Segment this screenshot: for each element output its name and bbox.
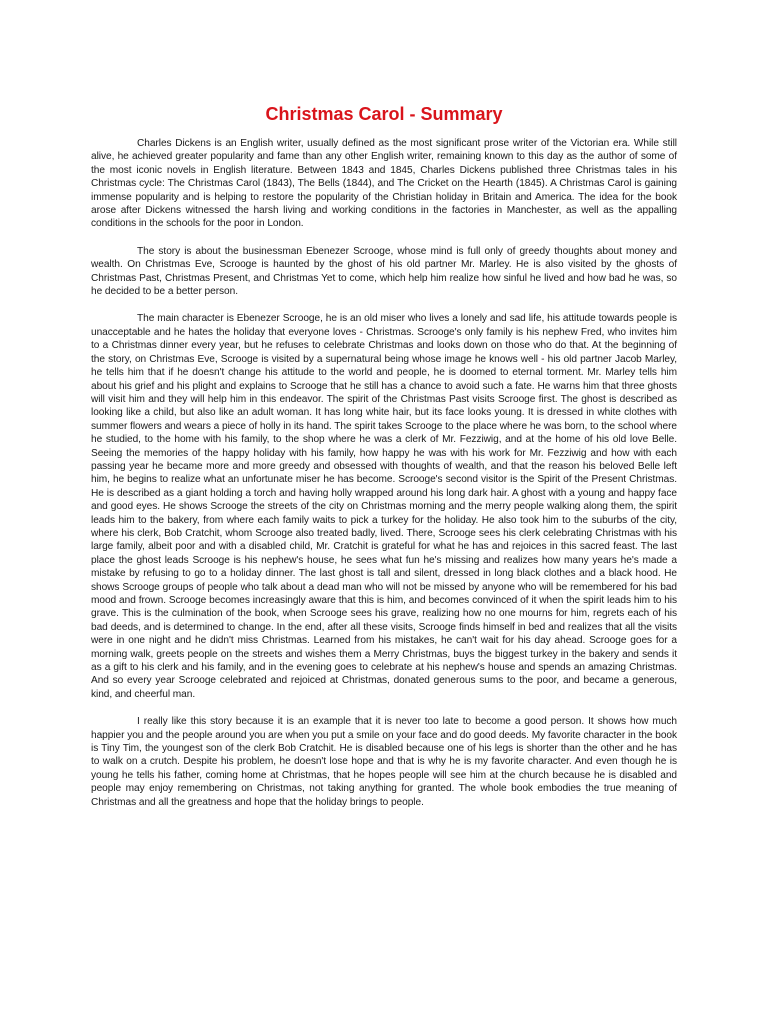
paragraph-story: The story is about the businessman Ebenezer Scrooge, whose mind is full only of greedy thoughts about money and wealth. On Christmas Eve, Scrooge is haunted by the ghost of his old partner Mr. Marley. He is also visited by the ghosts of Christmas Past, Christmas Present, and Christmas Yet to come, which help him realize how sinful he lived and how bad he was, so he decided to be a better person.: [91, 245, 677, 298]
paragraph-main-character: The main character is Ebenezer Scrooge, he is an old miser who lives a lonely and sad life, his attitude towards people is unacceptable and he hates the holiday that everyone loves - Christmas. Scrooge's only family is his nephew Fred, who invites him to a Christmas dinner every year, but he refuses to celebrate Christmas and looks down on those who do that. At the beginning of the story, on Christmas Eve, Scrooge is visited by a supernatural being whose image he knows well - his old partner Jacob Marley, he tells him that if he doesn't change his attitude to the world and people, he is doomed to eternal torment. Mr. Marley tells him about his grief and his plight and explains to Scrooge that he still has a chance to avoid such a fate. He warns him that three ghosts will visit him and they will help him in this endeavor. The spirit of the Christmas Past visits Scrooge first. The ghost is described as looking like a child, but also like an adult woman. It has long white hair, but its face looks young. It is dressed in white clothes with summer flowers and wears a piece of holly in its hand. The spirit takes Scrooge to the place where he was born, to the school where he studied, to the home with his family, to the shop where he was a clerk of Mr. Fezziwig, and at the home of his old love Belle. Seeing the memories of the happy holiday with his family, how happy he was with his work for Mr. Fezziwig and how with each passing year he became more and more greedy and obsessed with thoughts of wealth, and that the reason his beloved Belle left him, he begins to realize what an unfortunate miser he has become. Scrooge's second visitor is the Spirit of the Present Christmas. He is described as a giant holding a torch and having holly wrapped around his long dark hair. A ghost with a young and happy face and good eyes. He shows Scrooge the streets of the city on Christmas morning and the merry people walking along them, the spirit leads him to the bakery, from where each family waits to pick a turkey for the holiday. He also took him to the suburbs of the city, where his clerk, Bob Cratchit, whom Scrooge also treated badly, lived. There, Scrooge sees his clerk celebrating Christmas with his large family, albeit poor and with a disabled child, Mr. Cratchit is grateful for what he has and rejoices in this sacred feast. The last place the ghost leads Scrooge is his nephew's house, he sees what fun he's missing and realizes how many years he's made a mistake by refusing to go to a holiday dinner. The last ghost is tall and silent, dressed in long black clothes and a black hood. He shows Scrooge groups of people who talk about a dead man who will not be missed by anyone who will be remembered for his bad mood and frown. Scrooge becomes increasingly aware that this is him, and becomes convinced of it when the spirit leads him to his grave. This is the culmination of the book, when Scrooge sees his grave, realizing how no one mourns for him, regrets each of his bad deeds, and is determined to change. In the end, after all these visits, Scrooge finds himself in bed and realizes that all the visits were in one night and he didn't miss Christmas. Learned from his mistakes, he can't wait for his day ahead. Scrooge goes for a morning walk, greets people on the streets and wishes them a Merry Christmas, buys the biggest turkey in the bakery and sends it as a gift to his clerk and his family, and in the evening goes to celebrate at his nephew's house and spends an amazing Christmas. And so every year Scrooge celebrated and rejoiced at Christmas, donated generous sums to the poor, and became a generous, kind, and cheerful man.: [91, 313, 677, 700]
document-body: [91, 137, 677, 823]
paragraph-intro: Charles Dickens is an English writer, usually defined as the most significant prose writer of the Victorian era. While still alive, he achieved greater popularity and fame than any other English writer, remaining known to this day as the author of some of the most iconic novels in English literature. Between 1843 and 1845, Charles Dickens published three Christmas tales in his Christmas cycle: The Christmas Carol (1843), The Bells (1844), and The Cricket on the Hearth (1845). A Christmas Carol is gaining immense popularity and is helping to restore the popularity of the Christian holiday in Britain and America. The idea for the book arose after Dickens witnessed the harsh living and working conditions in the factories in Manchester, as well as the appalling conditions in the schools for the poor in London.: [91, 138, 677, 230]
document-title: Christmas Carol - Summary: [265, 104, 503, 124]
paragraph-opinion: I really like this story because it is an example that it is never too late to become a good person. It shows how much happier you and the people around you are when you put a smile on your face and do good deeds. My favorite character in the book is Tiny Tim, the youngest son of the clerk Bob Cratchit. He is disabled because one of his legs is shorter than the other and he has to walk on a crutch. Despite his problem, he doesn't lose hope and that is why he is my favorite character. And even though he is young he tells his father, coming home at Christmas, that he hopes people will see him at the church because he is disabled and people may enjoy remembering on Christmas, not taking anything for granted. The whole book embodies the true meaning of Christmas and all the greatness and hope that the holiday brings to people.: [91, 716, 677, 808]
